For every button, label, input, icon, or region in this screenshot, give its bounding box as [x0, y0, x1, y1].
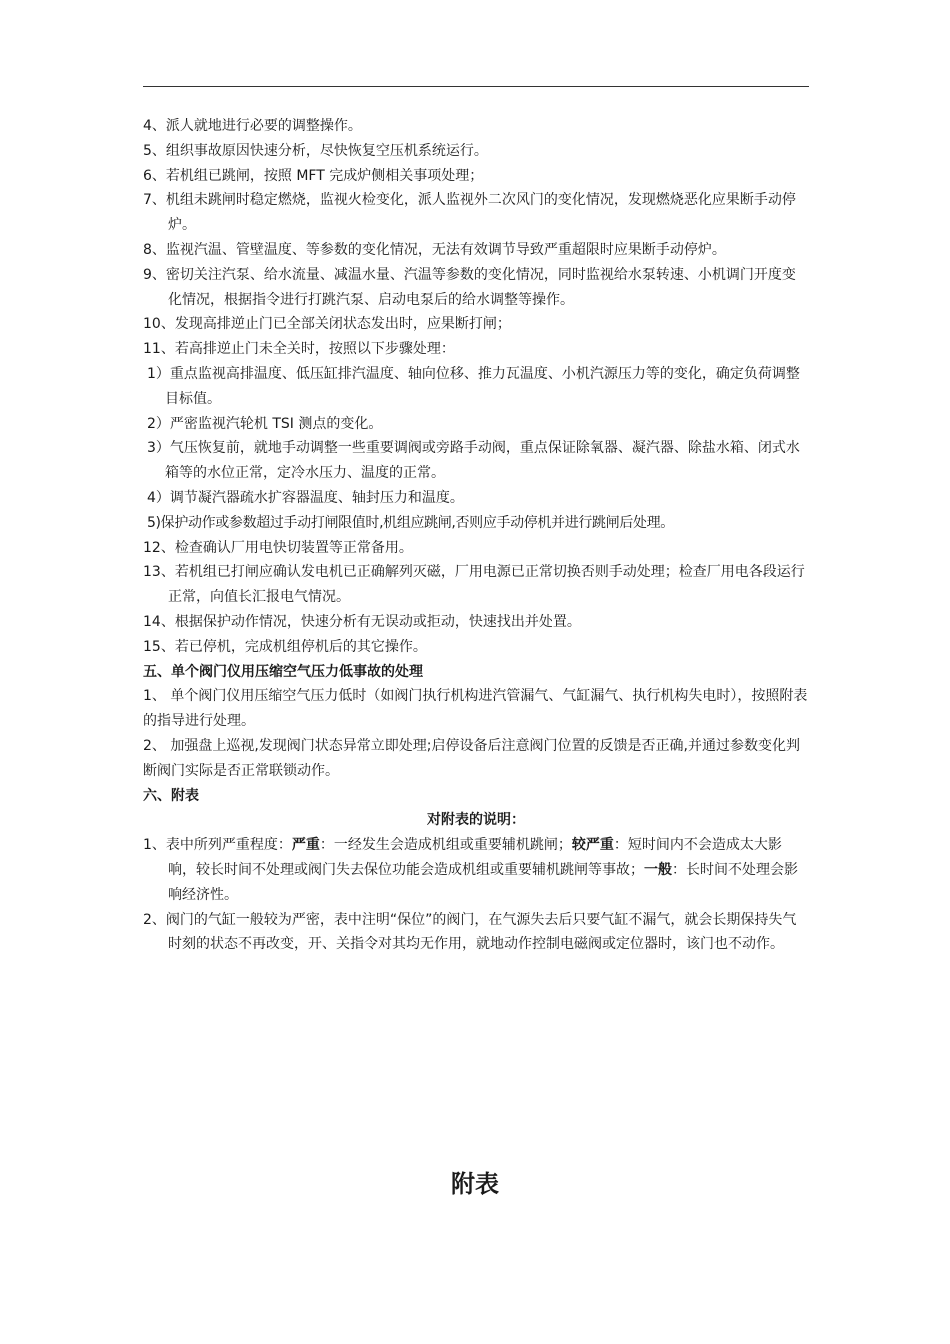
- appendix-title: 附表: [451, 1170, 499, 1198]
- step-5: 5、组织事故原因快速分析，尽快恢复空压机系统运行。: [143, 142, 488, 159]
- appendix-notes-heading: 对附表的说明：: [427, 812, 525, 829]
- severity-moderate-label: 较严重: [571, 837, 614, 854]
- step-13: 13、若机组已打闸应确认发电机已正确解列灭磁，厂用电源已正常切换否则手动处理；检查厂用电各段运行正常，向值长汇报电气情况。: [143, 564, 805, 606]
- substep-5: 5)保护动作或参数超过手动打闸限值时,机组应跳闸,否则应手动停机并进行跳闸后处理。: [147, 514, 674, 531]
- note-1: [143, 833, 809, 907]
- severity-moderate-text: ：短时间内不会造成太大影响，较长时间不处理或阀门失去保位功能会造成机组或重要辅机跳闸等事故；: [168, 837, 782, 878]
- note-1-prefix: 1、表中所列严重程度：: [143, 837, 292, 854]
- substep-4: 4）调节凝汽器疏水扩容器温度、轴封压力和温度。: [147, 489, 464, 506]
- step-11: 11、若高排逆止门未全关时，按照以下步骤处理：: [143, 341, 455, 358]
- severity-severe-label: 严重: [291, 837, 320, 854]
- severity-general-label: 一般: [644, 861, 672, 878]
- step-10: 10、发现高排逆止门已全部关闭状态发出时，应果断打闸；: [143, 316, 511, 333]
- severity-general-text: ：长时间不处理会影响经济性。: [168, 861, 798, 903]
- header-rule: [143, 86, 809, 87]
- section-5-item-2: 2、 加强盘上巡视,发现阀门状态异常立即处理;启停设备后注意阀门位置的反馈是否正确,并通过参数变化判断阀门实际是否正常联锁动作。: [143, 737, 800, 779]
- section-6-heading: 六、附表: [143, 787, 199, 804]
- step-12: 12、检查确认厂用电快切装置等正常备用。: [143, 539, 413, 556]
- section-5-item-1: 1、 单个阀门仪用压缩空气压力低时（如阀门执行机构进汽管漏气、气缸漏气、执行机构失电时），按照附表的指导进行处理。: [143, 688, 808, 730]
- step-9: 9、密切关注汽泵、给水流量、减温水量、汽温等参数的变化情况，同时监视给水泵转速、小机调门开度变化情况，根据指令进行打跳汽泵、启动电泵后的给水调整等操作。: [143, 266, 796, 308]
- substep-3: 3）气压恢复前，就地手动调整一些重要调阀或旁路手动阀，重点保证除氧器、凝汽器、除盐水箱、闭式水箱等的水位正常，定冷水压力、温度的正常。: [147, 440, 800, 482]
- step-14: 14、根据保护动作情况，快速分析有无误动或拒动，快速找出并处置。: [143, 613, 581, 630]
- document-body: [143, 114, 809, 957]
- step-4: 4、派人就地进行必要的调整操作。: [143, 118, 362, 134]
- step-6: 6、若机组已跳闸，按照 MFT 完成炉侧相关事项处理；: [143, 167, 484, 184]
- note-2: 2、阀门的气缸一般较为严密，表中注明“保位”的阀门，在气源失去后只要气缸不漏气，就会长期保持失气时刻的状态不再改变，开、关指令对其均无作用，就地动作控制电磁阀或定位器时，该门也不动作。: [143, 911, 797, 953]
- step-7: 7、机组未跳闸时稳定燃烧，监视火检变化，派人监视外二次风门的变化情况，发现燃烧恶化应果断手动停炉。: [143, 192, 796, 234]
- step-15: 15、若已停机，完成机组停机后的其它操作。: [143, 638, 427, 655]
- step-8: 8、监视汽温、管壁温度、等参数的变化情况，无法有效调节导致严重超限时应果断手动停炉。: [143, 241, 726, 258]
- substep-2: 2）严密监视汽轮机 TSI 测点的变化。: [147, 415, 383, 432]
- section-5-heading: 五、单个阀门仪用压缩空气压力低事故的处理: [143, 663, 423, 680]
- substep-1: 1）重点监视高排温度、低压缸排汽温度、轴向位移、推力瓦温度、小机汽源压力等的变化，确定负荷调整目标值。: [147, 365, 800, 407]
- severity-severe-text: ：一经发生会造成机组或重要辅机跳闸；: [319, 837, 572, 854]
